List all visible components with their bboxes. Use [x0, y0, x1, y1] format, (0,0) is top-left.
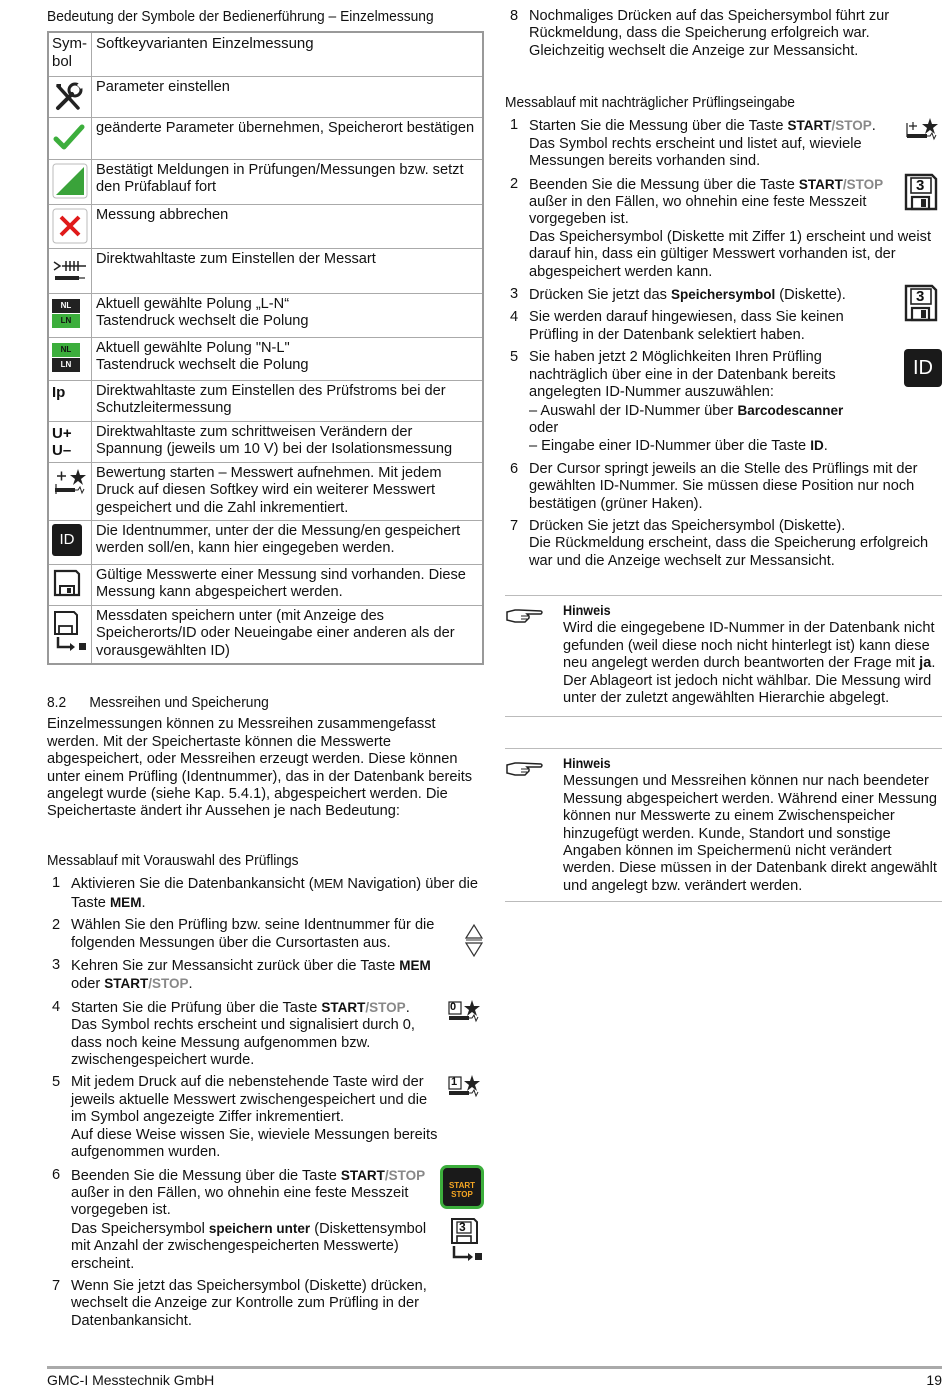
step-number: 8	[510, 8, 519, 24]
step-text: Wenn Sie jetzt das Speichersymbol (Diskette) drücken, wechselt die Anzeige zur Kontrolle zum Prüfling in der Datenbankansicht.	[71, 1277, 427, 1329]
col-symbol-header: Sym- bol	[48, 32, 92, 76]
step-text: .	[823, 438, 828, 455]
step-text: oder	[529, 419, 559, 436]
step-key: /STOP	[148, 976, 189, 992]
step-text: Kehren Sie zur Messansicht zurück über die Taste	[71, 958, 400, 975]
step-text: Starten Sie die Prüfung über die Taste	[71, 999, 322, 1016]
note-title: Hinweis	[563, 755, 611, 771]
step-text: .	[871, 118, 876, 135]
step-text: Die Rückmeldung erscheint, dass die Speicherung erfolgreich war und die Anzeige wechselt zur Messansicht.	[529, 535, 929, 569]
note-text: ja	[919, 655, 932, 672]
step-key: /STOP	[384, 1167, 426, 1183]
right-column	[505, 8, 942, 894]
step-text: .	[188, 976, 193, 993]
step-number: 6	[52, 1166, 61, 1183]
green-triangle-icon	[48, 159, 92, 204]
step-key: Speichersymbol	[670, 287, 776, 303]
vorauswahl-steps	[47, 875, 484, 1330]
wrench-screwdriver-icon	[48, 76, 92, 117]
table-row	[48, 117, 483, 159]
continued-steps	[505, 8, 942, 60]
step-text: Starten Sie die Messung über die Taste	[529, 118, 788, 135]
symbols-table-title: Bedeutung der Symbole der Bedienerführung – Einzelmessung	[47, 8, 434, 25]
step-key: Barcodescanner	[737, 402, 844, 418]
table-row	[48, 520, 483, 564]
step-text: Nochmaliges Drücken auf das Speichersymbol führt zur Rückmeldung, dass die Speicherung erfolgreich war. Gleichzeitig wechselt die Anzeige zur Messansicht.	[529, 8, 890, 59]
row-text: Die Identnummer, unter der die Messung/en gespeichert werden soll/en, kann hier eingegeben werden.	[92, 520, 484, 564]
step-key: START	[340, 1167, 385, 1183]
counter-digit: 1	[451, 1076, 458, 1089]
step-key: START	[787, 118, 832, 134]
step-text: Das Symbol rechts erscheint und listet auf, wieviele Messungen bereits vorhanden sind.	[529, 135, 862, 170]
vorauswahl-title: Messablauf mit Vorauswahl des Prüflings	[47, 852, 299, 869]
stop-label: STOP	[451, 1189, 473, 1199]
section-number: 8.2	[47, 694, 67, 711]
counter-digit: 3	[916, 288, 925, 306]
step-text: Auf diese Weise wissen Sie, wieviele Messungen bereits aufgenommen wurden.	[71, 1126, 438, 1161]
list-item	[505, 349, 942, 455]
symbols-table	[47, 31, 484, 665]
pointing-hand-icon	[505, 606, 545, 626]
list-item	[47, 1167, 484, 1273]
step-number: 1	[52, 875, 61, 892]
row-text: Gültige Messwerte einer Messung sind vorhanden. Diese Messung kann abgespeichert werden.	[92, 564, 484, 605]
step-key: MEM	[109, 894, 142, 910]
start-label: START	[448, 1180, 476, 1190]
step-number: 1	[510, 117, 519, 134]
step-text: Das Symbol rechts erscheint und signalisiert durch 0, dass noch keine Messung aufgenommen bzw. zwischengespeichert wurde.	[71, 1017, 415, 1069]
red-cross-icon	[48, 204, 92, 248]
step-number: 7	[510, 517, 519, 534]
row-text: Parameter einstellen	[92, 76, 484, 117]
step-key: /STOP	[842, 176, 884, 192]
id-icon: ID	[904, 349, 942, 387]
table-row	[48, 204, 483, 248]
table-header-row	[48, 32, 483, 76]
step-number: 2	[510, 175, 519, 192]
list-item	[47, 957, 484, 994]
step-text: Wählen Sie den Prüfling bzw. seine Identnummer für die folgenden Messungen über die Cursortasten aus.	[71, 917, 435, 951]
row-text: Direktwahltaste zum Einstellen des Prüfstroms bei der Schutzleitermessung	[92, 380, 484, 421]
step-number: 3	[510, 286, 519, 303]
table-row	[48, 248, 483, 293]
voltage-step-label: U+ U–	[48, 421, 92, 462]
table-row	[48, 293, 483, 337]
step-text: Beenden Sie die Messung über die Taste	[529, 176, 799, 193]
step-number: 4	[510, 309, 519, 326]
polarity-bottom-label: LN	[52, 314, 80, 328]
step-text: .	[141, 894, 146, 911]
table-row	[48, 564, 483, 605]
step-text: Mit jedem Druck auf die nebenstehende Taste wird der jeweils aktuelle Messwert zwischengespeichert und die im Symbol angezeigte Ziffer inkrementiert.	[71, 1074, 428, 1126]
step-text: Sie haben jetzt 2 Möglichkeiten Ihren Prüfling nachträglich über eine in der Datenbank bereits angelegten ID-Nummer auszuwählen:	[529, 349, 836, 401]
floppy-disk-icon	[48, 564, 92, 605]
step-key: ID	[810, 438, 824, 454]
step-text: Beenden Sie die Messung über die Taste	[71, 1167, 341, 1184]
step-text: Der Cursor springt jeweils an die Stelle des Prüflings mit der gewählten ID-Nummer. Sie müssen diese Position nur noch bestätigen (grüner Haken).	[529, 460, 918, 512]
row-text: Tastendruck wechselt die Polung	[96, 313, 309, 330]
step-key: START	[798, 176, 843, 192]
id-icon	[48, 520, 92, 564]
measurement-type-icon	[48, 248, 92, 293]
list-item	[47, 917, 484, 952]
start-stop-button[interactable]	[440, 1165, 484, 1209]
start-evaluation-icon	[906, 117, 940, 147]
step-text: (Diskette).	[775, 287, 846, 304]
step-text: Das Speichersymbol	[71, 1220, 209, 1237]
step-key: START	[104, 976, 149, 992]
step-text: Drücken Sie jetzt das Speichersymbol (Diskette).	[529, 517, 846, 534]
section-title: Messreihen und Speicherung	[89, 694, 269, 711]
cursor-up-down-icon	[464, 923, 484, 959]
row-text: geänderte Parameter übernehmen, Speicherort bestätigen	[92, 117, 484, 159]
step-text: – Eingabe einer ID-Nummer über die Taste	[529, 438, 811, 455]
note-box	[505, 595, 942, 717]
counter-digit: 3	[916, 176, 925, 194]
step-text: oder	[71, 976, 105, 993]
polarity-top-label: NL	[52, 299, 80, 313]
step-key: speichern unter	[208, 1220, 311, 1236]
step-number: 7	[52, 1277, 61, 1294]
step-text: .	[405, 999, 410, 1016]
pointing-hand-icon	[505, 759, 545, 779]
step-text: Sie werden darauf hingewiesen, dass Sie keinen Prüfling in der Datenbank selektiert haben.	[529, 309, 844, 343]
step-key: /STOP	[365, 999, 406, 1015]
step-text: (Diskettensymbol mit Anzahl der zwischengespeicherten Messwerte) erscheint.	[71, 1220, 427, 1272]
step-number: 2	[52, 917, 61, 934]
row-text: Messung abbrechen	[92, 204, 484, 248]
list-item	[505, 8, 942, 60]
list-item	[47, 999, 484, 1070]
row-text: Aktuell gewählte Polung „L-N“	[96, 295, 290, 312]
list-item	[505, 309, 942, 344]
id-icon-label: ID	[52, 524, 82, 556]
table-row	[48, 159, 483, 204]
table-row	[48, 380, 483, 421]
polarity-top-label: NL	[52, 343, 80, 357]
ip-label: Ip	[48, 380, 92, 421]
note-text: Wird die eingegebene ID-Nummer in der Datenbank nicht gefunden (weil diese noch nicht hinterlegt ist) kann diese neu angelegt werden durch beantworten der Frage mit	[563, 620, 935, 672]
save-under-counter-icon	[444, 1217, 484, 1263]
step-number: 5	[510, 349, 519, 366]
step-text: außer in den Fällen, wo ohnehin eine feste Messzeit vorgegeben ist.	[529, 194, 867, 228]
section-body: Einzelmessungen können zu Messreihen zusammengefasst werden. Mit der Speichertaste können die Messwerte abgespeichert, oder Messreihen erzeugt werden. Diese können unter einem Prüfling (Identnummer), das in der Datenbank bereits angelegt wurde (siehe Kap. 5.4.1), abgespeichert werden. Die Speichertaste ändert ihr Aussehen je nach Bedeutung:	[47, 716, 473, 820]
row-text: Direktwahltaste zum schrittweisen Verändern der Spannung (jeweils um 10 V) bei der Isolationsmessung	[92, 421, 484, 462]
row-text: Aktuell gewählte Polung "N-L"	[96, 339, 290, 356]
list-item	[505, 117, 942, 170]
list-item	[505, 518, 942, 570]
polarity-ln-icon	[48, 293, 92, 337]
note-box	[505, 748, 942, 902]
row-text: Messdaten speichern unter (mit Anzeige des Speicherorts/ID oder Neueingabe einer anderen als der vorausgewählten ID)	[92, 605, 484, 664]
counter-star-icon	[448, 999, 482, 1029]
step-number: 3	[52, 957, 61, 974]
step-number: 4	[52, 998, 61, 1015]
row-text: Direktwahltaste zum Einstellen der Messart	[92, 248, 484, 293]
floppy-counter-icon	[904, 173, 938, 211]
step-text: Drücken Sie jetzt das	[529, 287, 671, 304]
step-number: 6	[510, 460, 519, 477]
left-column	[47, 8, 484, 1329]
list-item	[47, 1074, 484, 1161]
step-number: 5	[52, 1074, 61, 1091]
table-row	[48, 76, 483, 117]
counter-star-icon	[448, 1074, 482, 1104]
step-text: Das Speichersymbol (Diskette mit Ziffer 1) erscheint und weist darauf hin, dass ein gültiger Messwert vorhanden ist, der abgespeichert werden kann.	[529, 228, 932, 280]
step-text: Navigation) über die Taste	[71, 876, 478, 911]
step-text: außer in den Fällen, wo ohnehin eine feste Messzeit vorgegeben ist.	[71, 1184, 409, 1219]
footer-rule	[47, 1366, 942, 1369]
nachtraeglich-steps	[505, 117, 942, 570]
table-row	[48, 421, 483, 462]
counter-digit: 0	[450, 1000, 457, 1013]
nachtraeglich-title: Messablauf mit nachträglicher Prüflingseingabe	[505, 94, 795, 111]
list-item	[505, 286, 942, 304]
note-text: . Der Ablageort ist jedoch nicht wählbar. Die Messung wird unter der zuletzt angewählten Hierarchie abgelegt.	[563, 655, 936, 707]
list-item	[505, 176, 942, 281]
section-8-2	[47, 694, 484, 821]
list-item	[505, 461, 942, 513]
save-under-icon	[48, 605, 92, 664]
row-text: Bestätigt Meldungen in Prüfungen/Messungen bzw. setzt den Prüfablauf fort	[92, 159, 484, 204]
start-evaluation-icon	[48, 462, 92, 520]
polarity-bottom-label: LN	[52, 358, 80, 372]
step-key: START	[321, 999, 366, 1015]
polarity-nl-icon	[48, 337, 92, 380]
footer-company: GMC-I Messtechnik GmbH	[47, 1372, 215, 1388]
list-item	[47, 875, 484, 912]
col-text-header: Softkeyvarianten Einzelmessung	[92, 32, 484, 76]
step-key: MEM	[399, 958, 431, 974]
counter-digit: 3	[459, 1219, 466, 1234]
table-row	[48, 605, 483, 664]
section-heading	[47, 694, 449, 711]
green-checkmark-icon	[48, 117, 92, 159]
step-text: MEM	[313, 876, 344, 892]
step-text: – Auswahl der ID-Nummer über	[529, 402, 738, 419]
table-row	[48, 337, 483, 380]
row-text: Tastendruck wechselt die Polung	[96, 357, 309, 374]
note-text: Messungen und Messreihen können nur nach beendeter Messung abgespeichert werden. Während einer Messung können nur Messwerte zu einem Zwischenspeicher hinzugefügt werden. Kunde, Standort und sonstige Angaben können im Speichermenü nicht verändert werden. Diese müssen in der Datenbank direkt angewählt und angelegt bzw. verändert werden.	[563, 773, 937, 894]
note-title: Hinweis	[563, 602, 611, 618]
step-key: /STOP	[831, 118, 872, 134]
vorauswahl-section	[47, 852, 484, 1335]
nachtraeglich-section	[505, 94, 942, 575]
list-item	[47, 1278, 484, 1330]
step-text: Aktivieren Sie die Datenbankansicht (	[71, 876, 314, 893]
page-number: 19	[926, 1372, 942, 1388]
table-row	[48, 462, 483, 520]
row-text: Bewertung starten – Messwert aufnehmen. Mit jedem Druck auf diesen Softkey wird ein weiterer Messwert gespeichert und die Zahl inkrementiert.	[92, 462, 484, 520]
